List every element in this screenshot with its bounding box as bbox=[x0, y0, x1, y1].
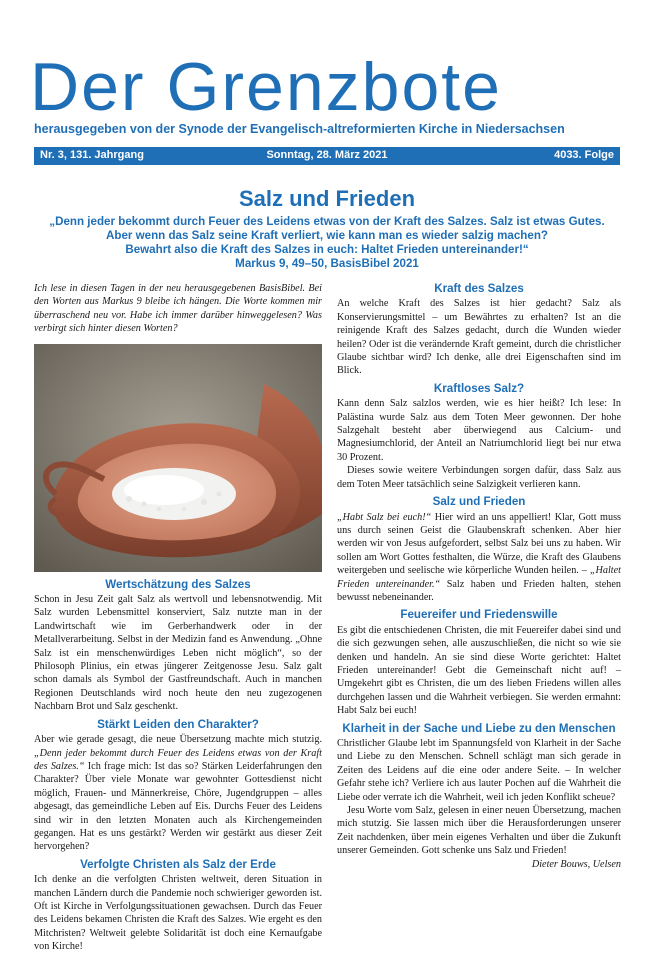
section-heading: Feuereifer und Friedenswille bbox=[400, 608, 558, 622]
intro-paragraph: Ich lese in diesen Tagen in der neu herausgegebenen BasisBibel. Bei den Worten aus Markus 9 bleibe ich hängen. Die Worte kommen mir überraschend neu vor. Habe ich immer darüber hinweggelesen? Was verbirgt sich hinter diesen Worten? bbox=[34, 283, 322, 335]
article-title: Salz und Frieden bbox=[238, 186, 416, 211]
text-part: Jesu Worte vom Salz, gelesen in einer neuen Übersetzung, machen mich stutzig. Sie lassen mich über die Herausforderungen unserer Zeit nachdenken, über mein eigenes Verhalten und über die Zukunft unserer Gemeinden. Gott schenke uns Salz und Frieden! bbox=[337, 805, 621, 857]
right-column bbox=[337, 282, 621, 871]
quote-reference: Markus 9, 49–50, BasisBibel 2021 bbox=[235, 257, 419, 270]
section-heading: Klarheit in der Sache und Liebe zu den Menschen bbox=[342, 721, 616, 735]
masthead-title: Der Grenzbote bbox=[30, 49, 502, 125]
emphasis: „Haltet Frieden untereinander.“ bbox=[337, 565, 621, 590]
section-heading: Kraft des Salzes bbox=[434, 282, 524, 295]
section-heading: Kraftloses Salz? bbox=[433, 381, 525, 395]
emphasis: „Denn jeder bekommt durch Feuer des Leidens etwas von der Kraft des Salzes.“ bbox=[34, 747, 322, 772]
text-part: Salz haben und Frieden halten, stehen bewusst nebeneinander. bbox=[337, 578, 621, 603]
section-heading: Wertschätzung des Salzes bbox=[105, 577, 251, 591]
section-text: Schon in Jesu Zeit galt Salz als wertvoll und lebensnotwendig. Mit Salz wurden Lebensmittel konserviert, Salz nutzte man in der Landwirtschaft wie im Gerberhandwerk oder in der Metallverarbeitung. Selbst in der Medizin fand es Anwendung. „Ohne Salz ist ein menschenwürdiges Leben nicht möglich“, so der Philosoph Plinius, ein etwas jüngerer Zeitgenosse Jesu. Salz galt schon damals als Symbol der Gastfreundschaft. Auch in manchen Regionen Deutschlands wird noch heute den neu zugezogenen Nachbarn Brot und Salz geschenkt. bbox=[34, 594, 322, 713]
section-text: An welche Kraft des Salzes ist hier gedacht? Salz als Konservierungsmittel – um Bewährtes zu erhalten? Ist an die reinigende Kraft des Salzes gedacht, durch die Wunden wieder heilen? Oder ist die verändernde Kraft gemeint, durch die christlicher Glaube sichtbar wird? Ich denke, alle drei Eigenschaften sind im Blick. bbox=[337, 298, 621, 377]
salt-hand-photo bbox=[34, 344, 322, 572]
quote-line: Bewahrt also die Kraft des Salzes in euch: Haltet Frieden untereinander!“ bbox=[125, 243, 529, 256]
quote-line: „Denn jeder bekommt durch Feuer des Leidens etwas von der Kraft des Salzes. Salz ist etwas Gutes. bbox=[49, 215, 605, 228]
issue-bar bbox=[34, 147, 620, 165]
text-part: Ich frage mich: Ist das so? Stärken Leiderfahrungen den Charakter? Über viele Monate war gewohnter Gottesdienst nicht möglich, Frauen- und Männerkreise, Chöre, Jugendgruppen – alles abgesagt, das gemeindliche Leben auf Eis. Durchs Feuer des Leidens sind wir in den letzten Monaten auch als Kirchengemeinden gegangen. Hat es uns gestärkt? Werden wir gestärkt aus dieser Zeit hervorgehen? bbox=[34, 760, 323, 853]
issue-number: Nr. 3, 131. Jahrgang bbox=[40, 149, 144, 161]
section-text: Christlicher Glaube lebt im Spannungsfeld von Klarheit in der Sache und Liebe zu den Menschen. Schnell schlägt man sich gerade in Zeiten des Leidens auf die eine oder andere Seite. – In welcher Gefahr stehe ich? Verliere ich aus lauter Pochen auf die Wahrheit die Liebe oder verrate ich die Wahrheit, weil ich jeden Konflikt scheue? bbox=[337, 738, 621, 803]
section-text: Kann denn Salz salzlos werden, wie es hier heißt? Ich lese: In Palästina wurde Salz aus dem Toten Meer gewonnen. Der hohe Salzgehalt besteht aber überwiegend aus Calcium- und Magnesiumchlorid, der Anteil an Natriumchlorid liegt bei nur etwa 30 Prozent. bbox=[337, 398, 621, 463]
section-text: Dieses sowie weitere Verbindungen sorgen dafür, dass Salz aus dem Toten Meer tatsächlich seine Salzigkeit verlieren kann. bbox=[337, 465, 621, 490]
section-heading: Salz und Frieden bbox=[432, 495, 526, 509]
left-column bbox=[34, 282, 322, 954]
section-text bbox=[34, 733, 322, 854]
issue-sequence: 4033. Folge bbox=[554, 149, 614, 161]
quote-line: Aber wenn das Salz seine Kraft verliert, wie kann man es wieder salzig machen? bbox=[105, 229, 548, 242]
section-text: Es gibt die entschiedenen Christen, die mit Feuereifer dabei sind und die sich gezwungen sehen, alle auszuschließen, die nicht so wie sie denken und handeln. An sie sind diese Worte gerichtet: Haltet Frieden untereinander! Gebt die Gemeinschaft nicht auf! – Umgekehrt gibt es Christen, die um des lieben Friedens willen alles durchgehen lassen und die Wahrheit verbiegen. Sie werden ermahnt: Habt Salz bei euch! bbox=[337, 624, 621, 717]
masthead-subtitle: herausgegeben von der Synode der Evangelisch-altreformierten Kirche in Niedersachsen bbox=[34, 122, 565, 136]
section-text bbox=[337, 804, 621, 870]
text-part: Aber wie gerade gesagt, die neue Übersetzung machte mich stutzig. bbox=[34, 734, 322, 746]
salt-hand-illustration bbox=[34, 344, 322, 572]
author-signature: Dieter Bouws, Uelsen bbox=[531, 858, 621, 870]
emphasis: „Habt Salz bei euch!“ bbox=[337, 511, 432, 523]
section-heading: Verfolgte Christen als Salz der Erde bbox=[80, 857, 276, 871]
section-text bbox=[337, 511, 621, 605]
issue-date: Sonntag, 28. März 2021 bbox=[266, 149, 388, 161]
section-text: Ich denke an die verfolgten Christen weltweit, deren Situation in manchen Ländern durch die Pandemie noch schwieriger geworden ist. Oft ist Kirche in Verfolgungssituationen gewachsen. Durch das Feuer des Leidens bekamen Christen die Kraft des Salzes. Wie ergeht es den Mitchristen? Weltweit gelebte Solidarität ist doch eine Kernaufgabe von Kirche! bbox=[34, 874, 322, 953]
bible-quote bbox=[34, 215, 620, 271]
section-heading: Stärkt Leiden den Charakter? bbox=[97, 717, 259, 731]
text-part: Hier wird an uns appelliert! Klar, Gott muss uns durch seinen Geist die Glaubenskraft schenken. Aber hier werden wir von Jesus aufgefordert, selbst Salz bei uns zu haben. Wir sollen am Wort Gottes festhalten, die Würze, die Kraft des Glaubens weitergeben und seelische wie körperliche Wunden heilen. – bbox=[337, 511, 622, 577]
